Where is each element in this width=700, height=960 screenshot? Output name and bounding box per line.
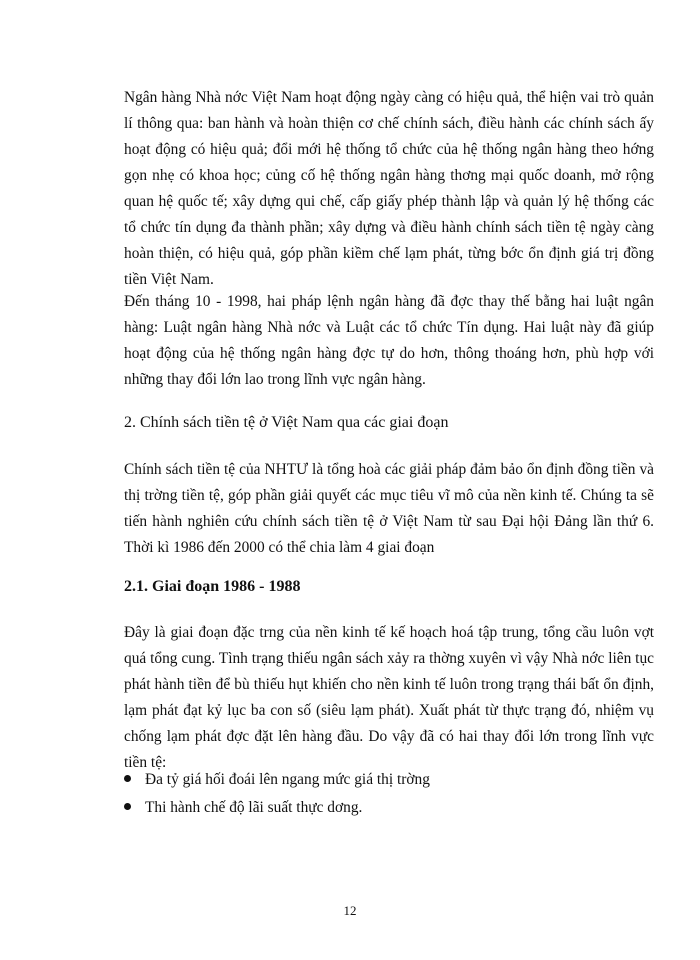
list-item-text: Thi hành chế độ lãi suất thực dơng. <box>145 799 363 816</box>
section-heading: 2. Chính sách tiền tệ ở Việt Nam qua các giai đoạn <box>124 414 449 431</box>
paragraph-monetary-policy: Chính sách tiền tệ của NHTƯ là tổng hoà các giải pháp đảm bảo ổn định đồng tiền và thị trờng tiền tệ, góp phần giải quyết các mục tiêu vĩ mô của nền kinh tế. Chúng ta sẽ tiến hành nghiên cứu chính sách tiền tệ ở Việt Nam từ sau Đại hội Đảng lần thứ 6. Thời kì 1986 đến 2000 có thể chia làm 4 giai đoạn <box>124 461 654 556</box>
list-item-text: Đa tỷ giá hối đoái lên ngang mức giá thị trờng <box>145 771 430 788</box>
bullet-icon <box>124 803 131 810</box>
bullet-icon <box>124 775 131 782</box>
list-item <box>124 794 654 822</box>
page-number: 12 <box>343 903 357 918</box>
paragraph-period-1986-1988: Đây là giai đoạn đặc trng của nền kinh tế kế hoạch hoá tập trung, tổng cầu luôn vợt quá tổng cung. Tình trạng thiếu ngân sách xảy ra thờng xuyên vì vậy Nhà nớc liên tục phát hành tiền để bù thiếu hụt khiến cho nền kinh tế luôn trong trạng thái bất ổn định, lạm phát đạt kỷ lục ba con số (siêu lạm phát). Xuất phát từ thực trạng đó, nhiệm vụ chống lạm phát đợc đặt lên hàng đầu. Do vậy đã có hai thay đổi lớn trong lĩnh vực tiền tệ: <box>124 624 654 771</box>
paragraph-state-bank-role: Ngân hàng Nhà nớc Việt Nam hoạt động ngày càng có hiệu quả, thể hiện vai trò quản lí thông qua: ban hành và hoàn thiện cơ chế chính sách, điều hành các chính sách ấy hoạt động có hiệu quả; đổi mới hệ thống tổ chức của hệ thống ngân hàng theo hớng gọn nhẹ có khoa học; củng cố hệ thống ngân hàng thơng mại quốc doanh, mở rộng quan hệ quốc tế; xây dựng qui chế, cấp giấy phép thành lập và quản lý hệ thống các tổ chức tín dụng đa thành phần; xây dựng và điều hành chính sách tiền tệ ngày càng hoàn thiện, có hiệu quả, góp phần kiềm chế lạm phát, từng bớc ổn định giá trị đồng tiền Việt Nam. <box>124 89 654 288</box>
paragraph-banking-laws: Đến tháng 10 - 1998, hai pháp lệnh ngân hàng đã đợc thay thế bằng hai luật ngân hàng: Luật ngân hàng Nhà nớc và Luật các tổ chức Tín dụng. Hai luật này đã giúp hoạt động của hệ thống ngân hàng đợc tự do hơn, thông thoáng hơn, phù hợp với những thay đổi lớn lao trong lĩnh vực ngân hàng. <box>124 293 654 388</box>
bullet-list <box>124 766 654 822</box>
list-item <box>124 766 654 794</box>
subsection-heading: 2.1. Giai đoạn 1986 - 1988 <box>124 578 301 595</box>
